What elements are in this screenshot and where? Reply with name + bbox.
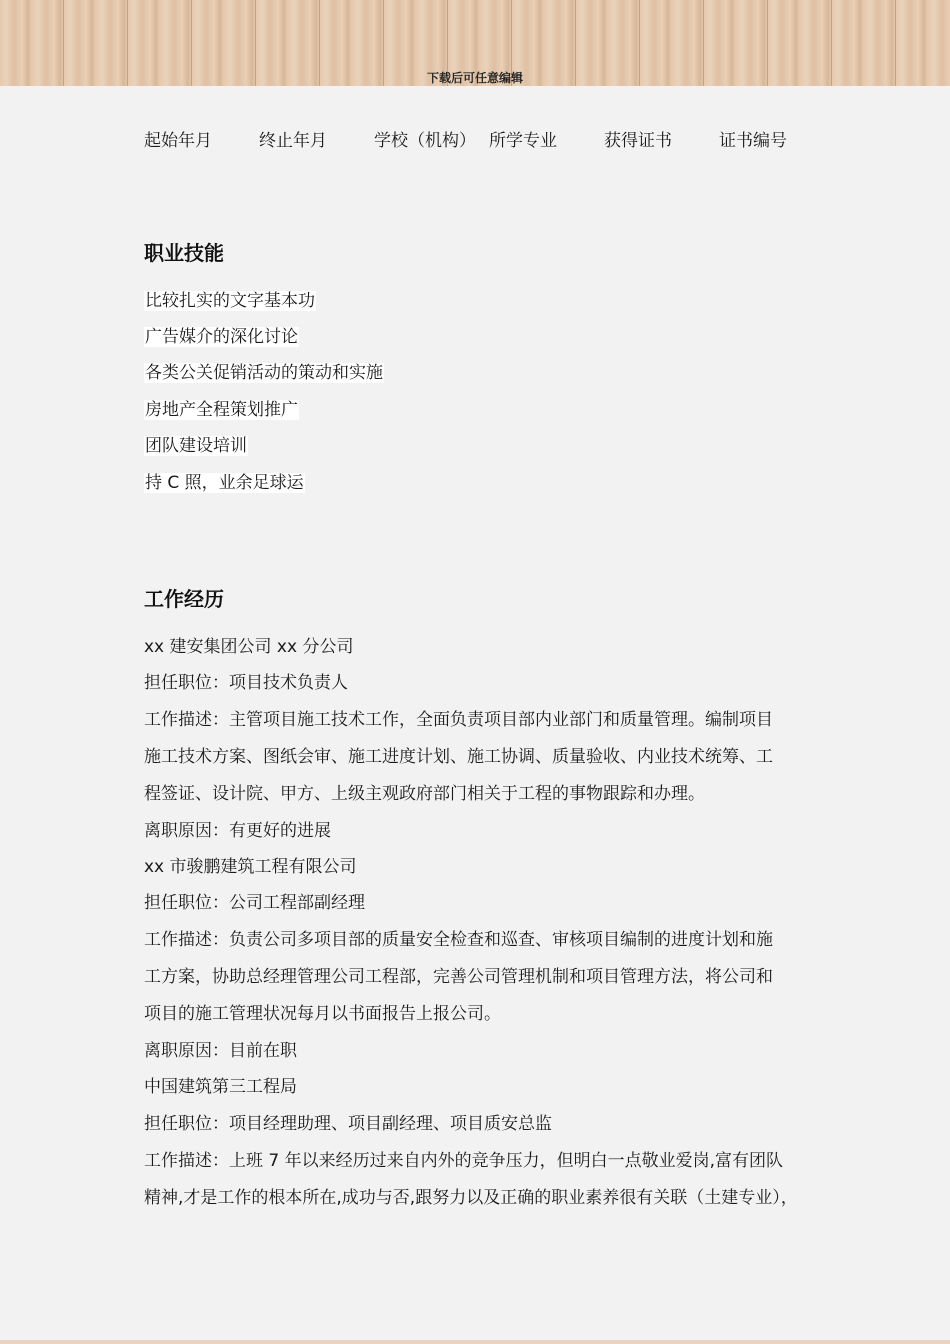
skill-item: 各类公关促销活动的策动和实施 xyxy=(145,363,383,383)
skills-title: 职业技能 xyxy=(144,241,224,265)
experience-line: 担任职位：公司工程部副经理 xyxy=(144,893,365,913)
skill-item: 持 C 照，业余足球运 xyxy=(145,473,304,493)
experience-line: xx 市骏鹏建筑工程有限公司 xyxy=(144,857,357,877)
bottom-strip xyxy=(0,1340,950,1344)
experience-line: 精神,才是工作的根本所在,成功与否,跟努力以及正确的职业素养很有关联（土建专业）， xyxy=(144,1188,798,1208)
header-end-date: 终止年月 xyxy=(259,131,327,151)
experience-line: 程签证、设计院、甲方、上级主观政府部门相关于工程的事物跟踪和办理。 xyxy=(144,784,705,804)
skill-item: 房地产全程策划推广 xyxy=(145,400,298,420)
experience-line: 项目的施工管理状况每月以书面报告上报公司。 xyxy=(144,1004,501,1024)
experience-line: 中国建筑第三工程局 xyxy=(144,1077,297,1097)
experience-line: 工方案，协助总经理管理公司工程部，完善公司管理机制和项目管理方法，将公司和 xyxy=(144,967,773,987)
experience-line: 施工技术方案、图纸会审、施工进度计划、施工协调、质量验收、内业技术统筹、工 xyxy=(144,747,773,767)
skill-item: 广告媒介的深化讨论 xyxy=(145,327,298,347)
wood-banner xyxy=(0,0,950,86)
experience-line: 离职原因：有更好的进展 xyxy=(144,821,331,841)
experience-line: 担任职位：项目经理助理、项目副经理、项目质安总监 xyxy=(144,1114,552,1134)
header-start-date: 起始年月 xyxy=(144,131,212,151)
experience-line: 工作描述：主管项目施工技术工作，全面负责项目部内业部门和质量管理。编制项目 xyxy=(144,710,773,730)
skill-item: 比较扎实的文字基本功 xyxy=(145,291,315,311)
experience-line: 工作描述：负责公司多项目部的质量安全检查和巡查、审核项目编制的进度计划和施 xyxy=(144,930,773,950)
experience-line: xx 建安集团公司 xx 分公司 xyxy=(144,637,354,657)
skill-item: 团队建设培训 xyxy=(145,436,247,456)
header-major: 所学专业 xyxy=(489,131,557,151)
experience-title: 工作经历 xyxy=(144,587,224,611)
experience-line: 担任职位：项目技术负责人 xyxy=(144,673,348,693)
banner-text: 下载后可任意编辑 xyxy=(426,71,523,85)
experience-line: 工作描述：上班 7 年以来经历过来自内外的竞争压力，但明白一点敬业爱岗,富有团队 xyxy=(144,1151,784,1171)
header-certificate-number: 证书编号 xyxy=(719,131,787,151)
header-certificate: 获得证书 xyxy=(604,131,672,151)
experience-line: 离职原因：目前在职 xyxy=(144,1041,297,1061)
header-school: 学校（机构） xyxy=(374,131,476,151)
